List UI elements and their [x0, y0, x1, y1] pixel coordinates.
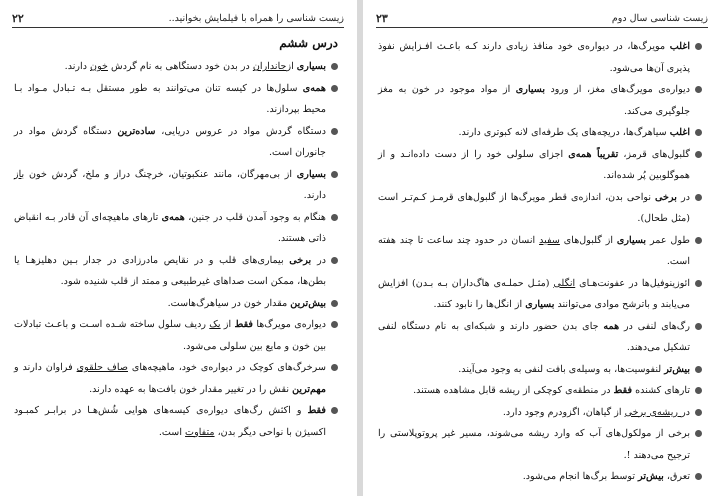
bullet-item: دیواره‌ی مویرگ‌های مغز، از ورود بسیاری از مواد موجود در خون به مغز جلوگیری می‌کند.: [378, 79, 702, 122]
bullet-item: گلبول‌های قرمز، تقریباً همه‌ی اجزای سلولی خود را از دست داده‌انـد و از هموگلوبین پُر شده‌اند.: [378, 144, 702, 187]
left-page-header: [12, 10, 344, 26]
bullet-item: اغلب مویرگ‌ها، در دیواره‌ی خود منافذ زیادی دارند کـه باعـث افـزایش نفوذ پذیری آن‌ها می‌شود.: [378, 36, 702, 79]
right-content: [378, 36, 702, 488]
bullet-icon: [331, 257, 338, 264]
bullet-item: هنگام به وجود آمدن قلب در جنین، همه‌ی تارهای ماهیچه‌ای آن قادر بـه انقباض ذاتی هستند.: [14, 207, 338, 250]
bullet-icon: [695, 280, 702, 287]
bullet-icon: [695, 237, 702, 244]
bullet-icon: [331, 85, 338, 92]
bullet-icon: [331, 407, 338, 414]
bullet-item: تعرق، بیش‌تر توسط برگ‌ها انجام می‌شود.: [378, 466, 702, 488]
bullet-icon: [331, 171, 338, 178]
left-header-title: زیست شناسی را همراه با فیلمایش بخوانید..: [168, 12, 344, 24]
right-page: [360, 0, 720, 496]
bullet-icon: [331, 63, 338, 70]
left-content: [14, 36, 338, 443]
bullet-item: سرخرگ‌های کوچک در دیواره‌ی خود، ماهیچه‌های صاف حلقوی فراوان دارند و مهم‌ترین نقش را در تغییر مقدار خون بافت‌ها به عهده دارند.: [14, 357, 338, 400]
bullet-item: در برخی بیماری‌های قلب و در نقایص مادرزادی در جدار بـین دهلیزهـا یا بطن‌ها، ممکن است صداهای غیرطبیعی و ممتد از قلب شنیده شود.: [14, 250, 338, 293]
right-page-number: ۲۳: [376, 11, 388, 25]
bullet-item: همه‌ی سلول‌ها در کیسه تنان می‌توانند به طور مستقل بـه تـبادل مـواد بـا محیط بپردازند.: [14, 78, 338, 121]
right-page-header: [376, 10, 708, 26]
left-page-number: ۲۲: [12, 11, 24, 25]
bullet-item: اغلب سیاهرگ‌ها، دریچه‌های یک طرفه‌ای لانه کبوتری دارند.: [378, 122, 702, 144]
bullet-icon: [695, 473, 702, 480]
bullet-icon: [695, 387, 702, 394]
bullet-item: بسیاری از بی‌مهرگان، مانند عنکبوتیان، خرچنگ دراز و ملخ، گردش خون باز دارند.: [14, 164, 338, 207]
bullet-item: در ریشه‌ی برخی از گیاهان، اگزودرم وجود دارد.: [378, 402, 702, 424]
bullet-item: بسیاری ازجانداران در بدن خود دستگاهی به نام گردش خون دارند.: [14, 56, 338, 78]
bullet-icon: [695, 323, 702, 330]
bullet-item: بیش‌ترین مقدار خون در سیاهرگ‌هاست.: [14, 293, 338, 315]
bullet-item: فقط و اکثش رگ‌های دیواره‌ی کیسه‌های هوایی شُش‌هـا در برابـر کمبـود اکسیژن با نواحی دیگر بدن، متفاوت است.: [14, 400, 338, 443]
bullet-icon: [695, 366, 702, 373]
bullet-item: در برخی نواحی بدن، اندازه‌ی قطر مویرگ‌ها از گلبول‌های قرمـز کـم‌تـر است (مثل طحال).: [378, 187, 702, 230]
bullet-item: طول عمر بسیاری از گلبول‌های سفید انسان در حدود چند ساعت تا چند هفته است.: [378, 230, 702, 273]
bullet-item: دیواره‌ی مویرگ‌ها فقط از یک ردیف سلول ساخته شـده اسـت و باعـث تبادلات بین خون و مایع بین سلولی می‌شود.: [14, 314, 338, 357]
bullet-icon: [695, 430, 702, 437]
right-header-rule: [376, 27, 708, 28]
bullet-icon: [695, 194, 702, 201]
bullet-icon: [695, 86, 702, 93]
section-title: درس ششم: [279, 36, 338, 50]
bullet-icon: [331, 364, 338, 371]
left-header-rule: [12, 27, 344, 28]
bullet-icon: [695, 409, 702, 416]
bullet-icon: [331, 300, 338, 307]
bullet-icon: [695, 151, 702, 158]
bullet-icon: [331, 321, 338, 328]
bullet-item: برخی از مولکول‌های آب که وارد ریشه می‌شوند، مسیر غیر پروتوپلاستی را ترجیح می‌دهند !.: [378, 423, 702, 466]
bullet-icon: [331, 128, 338, 135]
bullet-item: دستگاه گردش مواد در عروس دریایی، ساده‌ترین دستگاه گردش مواد در جانوران است.: [14, 121, 338, 164]
bullet-icon: [331, 214, 338, 221]
right-header-title: زیست شناسی سال دوم: [611, 12, 708, 24]
bullet-item: بیش‌تر لنفوسیت‌ها، به وسیله‌ی بافت لنفی به وجود می‌آیند.: [378, 359, 702, 381]
bullet-icon: [695, 43, 702, 50]
bullet-item: ائوزینوفیل‌ها در عفونت‌هـای انگلی (مثـل حملـه‌ی هاگ‌داران بـه بـدن) افزایش می‌یابند و باترشح موادی می‌توانند بسیاری از انگل‌ها را نابود کنند.: [378, 273, 702, 316]
bullet-item: تارهای کشنده فقط در منطقه‌ی کوچکی از ریشه قابل مشاهده هستند.: [378, 380, 702, 402]
bullet-icon: [695, 129, 702, 136]
bullet-item: رگ‌های لنفی در همه جای بدن حضور دارند و شبکه‌ای به نام دستگاه لنفی تشکیل می‌دهند.: [378, 316, 702, 359]
